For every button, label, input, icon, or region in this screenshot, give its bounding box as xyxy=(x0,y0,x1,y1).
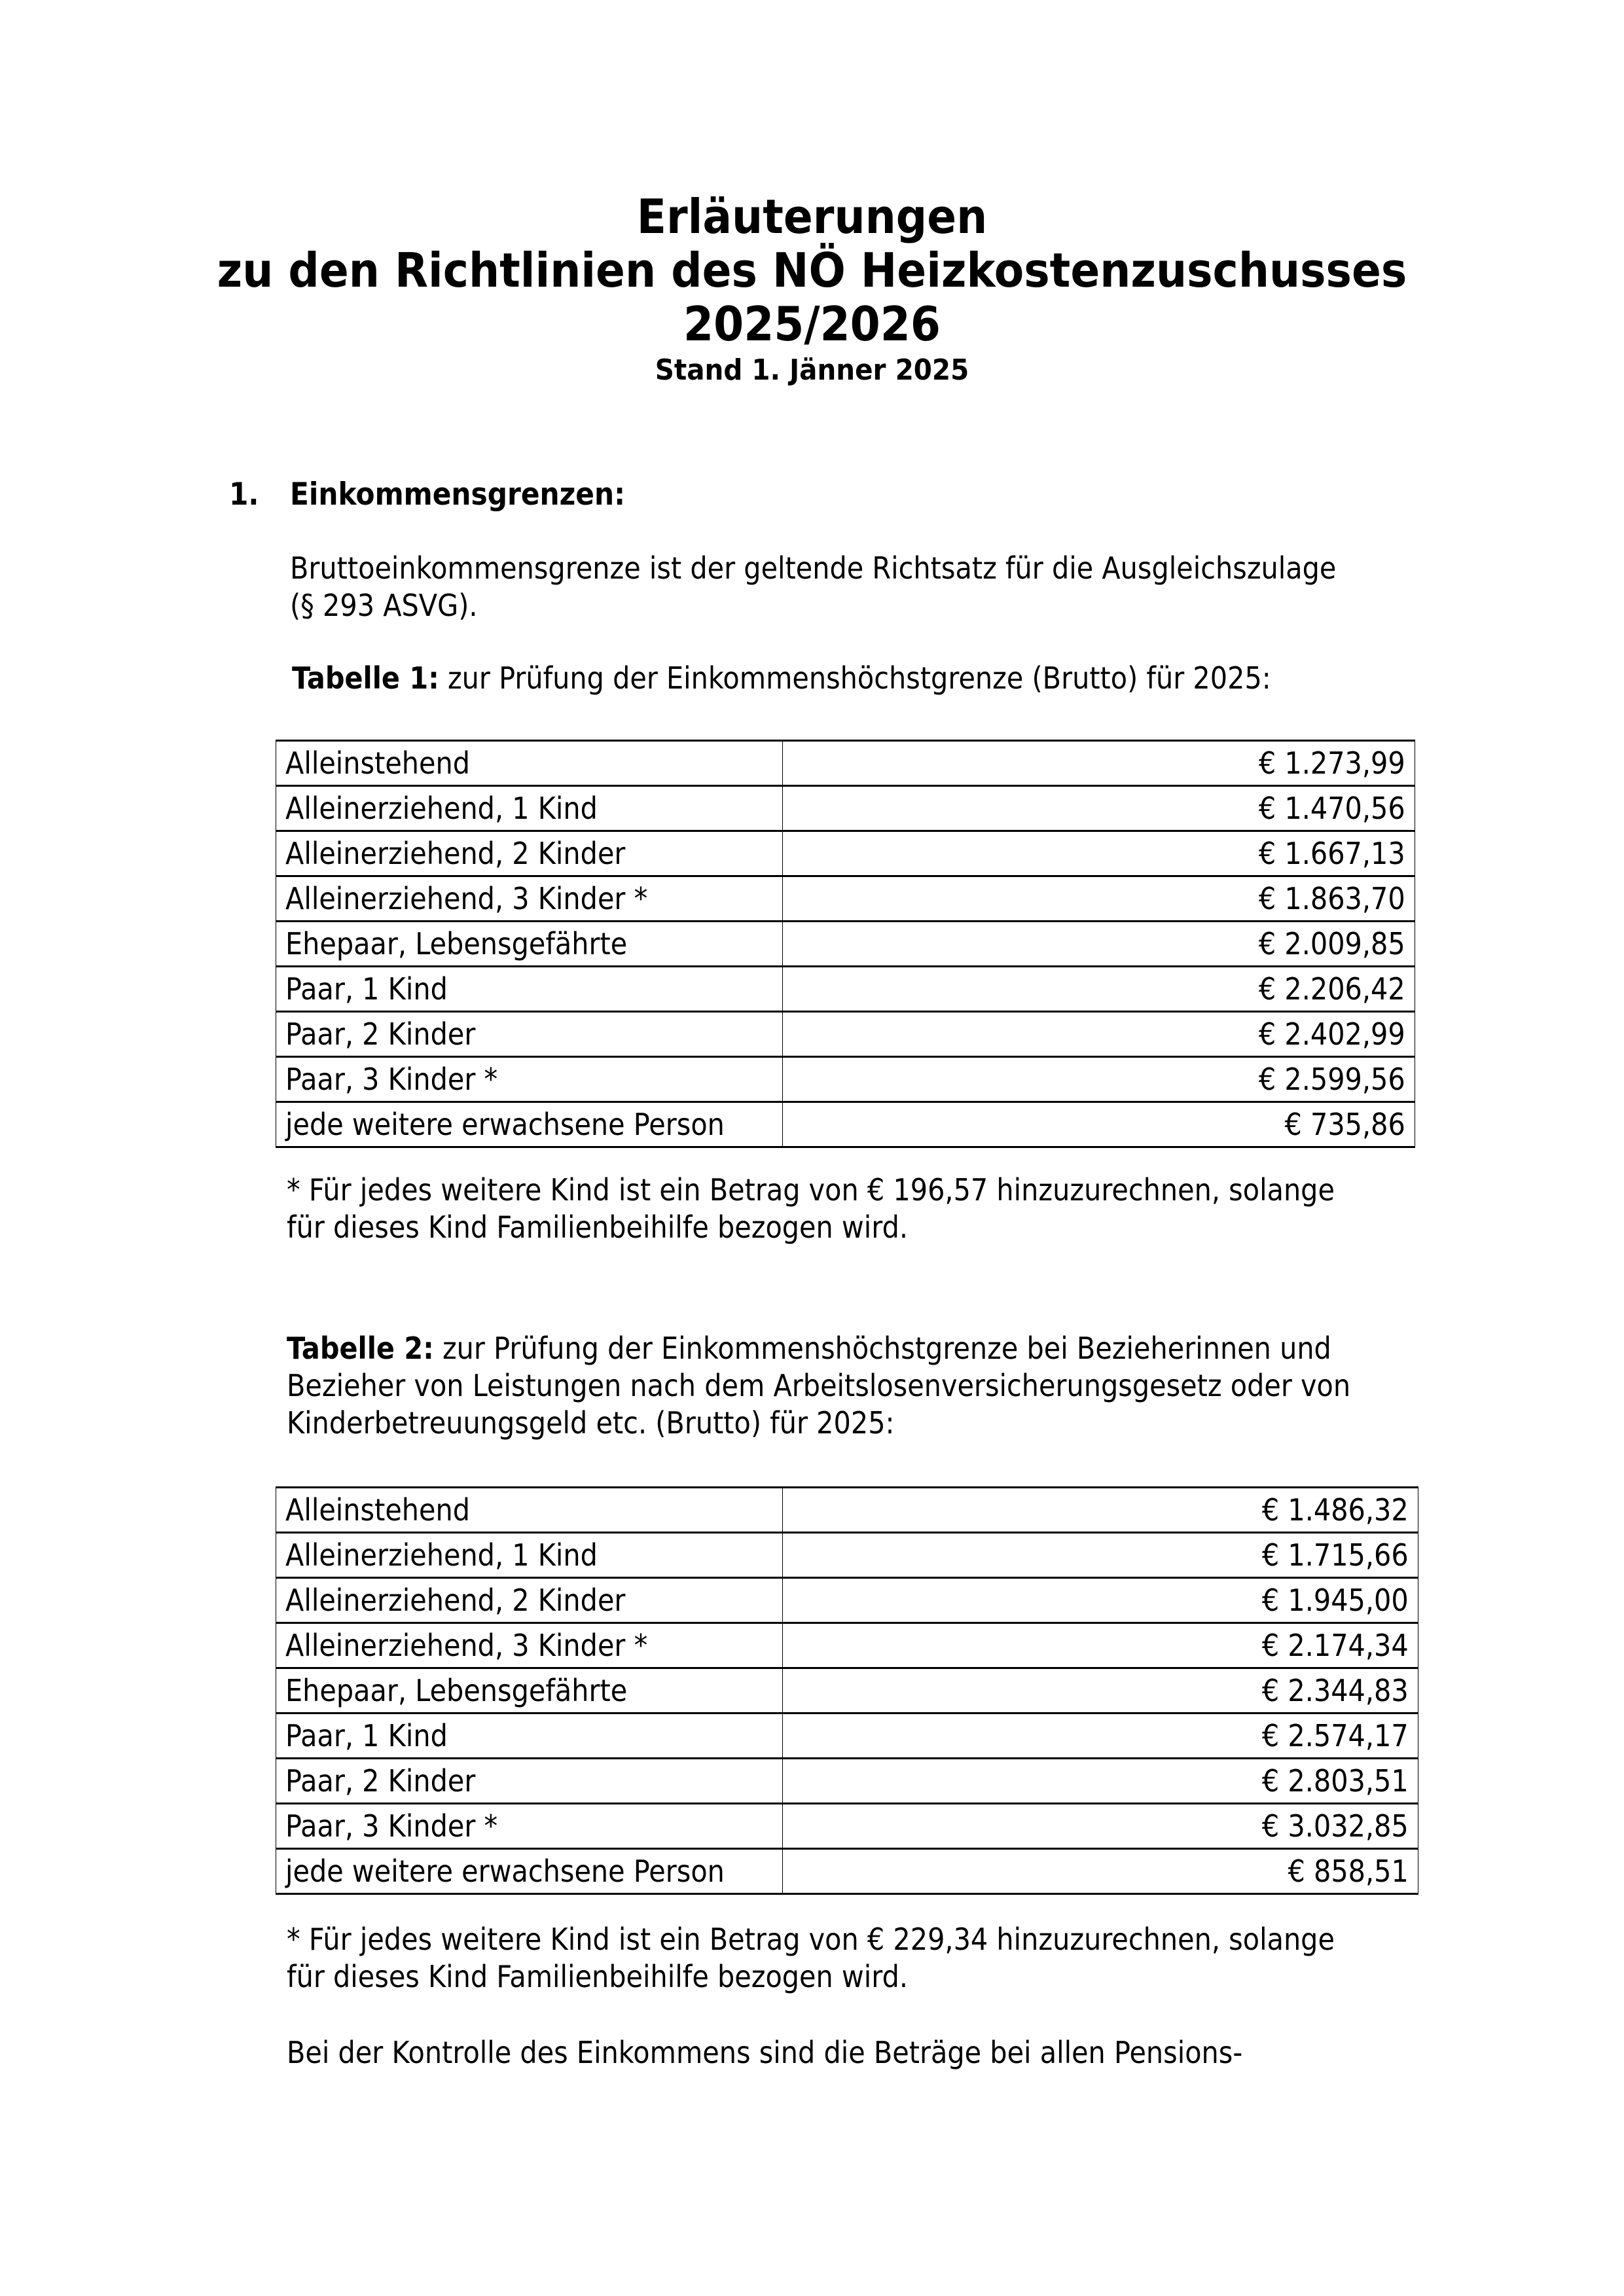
income-limit-cell xyxy=(783,741,1415,786)
household-type-cell xyxy=(276,1578,783,1623)
title-line-3: 2025/2026 xyxy=(683,296,941,351)
document-subtitle-date: Stand 1. Jänner 2025 xyxy=(655,353,969,387)
income-limit-table-1 xyxy=(276,740,1415,1148)
household-type-cell xyxy=(276,1533,783,1578)
table2-caption-text-2: Bezieher von Leistungen nach dem Arbeitslosenversicherungsgesetz oder von xyxy=(287,1368,1351,1403)
table-row xyxy=(276,1012,1415,1057)
household-type-label: Alleinerziehend, 2 Kinder xyxy=(285,836,626,871)
household-type-cell xyxy=(276,967,783,1012)
income-limit-cell xyxy=(783,1102,1415,1147)
household-type-label: Paar, 1 Kind xyxy=(285,971,448,1007)
income-limit-cell xyxy=(783,1849,1418,1894)
table-row xyxy=(276,1849,1418,1894)
household-type-label: Alleinerziehend, 2 Kinder xyxy=(285,1583,626,1618)
income-limit-value: € 2.344,83 xyxy=(1262,1673,1409,1708)
income-limit-value: € 1.486,32 xyxy=(1262,1492,1409,1528)
table-row xyxy=(276,741,1415,786)
household-type-cell xyxy=(276,1012,783,1057)
table2-footnote-line-1: * Für jedes weitere Kind ist ein Betrag von € 229,34 hinzuzurechnen, solange xyxy=(287,1922,1335,1957)
income-limit-cell xyxy=(783,786,1415,831)
household-type-label: Alleinstehend xyxy=(285,745,471,781)
household-type-label: Paar, 2 Kinder xyxy=(285,1016,476,1052)
table2-caption-label: Tabelle 2: xyxy=(287,1331,434,1366)
household-type-label: Alleinerziehend, 3 Kinder * xyxy=(285,1628,648,1663)
household-type-label: Ehepaar, Lebensgefährte xyxy=(285,926,628,961)
table2-footnote-line-2: für dieses Kind Familienbeihilfe bezogen wird. xyxy=(287,1959,909,1994)
table-row xyxy=(276,922,1415,967)
household-type-label: jede weitere erwachsene Person xyxy=(285,1107,725,1142)
household-type-label: Paar, 3 Kinder * xyxy=(285,1808,498,1844)
table-row xyxy=(276,1533,1418,1578)
table2-caption xyxy=(287,1330,1350,1442)
table2-caption-text-1: zur Prüfung der Einkommenshöchstgrenze bei Bezieherinnen und xyxy=(433,1331,1331,1366)
income-limit-value: € 2.402,99 xyxy=(1259,1016,1405,1052)
income-limit-table-2 xyxy=(276,1486,1418,1895)
household-type-cell xyxy=(276,1759,783,1804)
document-title xyxy=(0,190,1624,389)
household-type-cell xyxy=(276,786,783,831)
income-limit-value: € 1.667,13 xyxy=(1259,836,1405,871)
household-type-cell xyxy=(276,831,783,876)
table-row xyxy=(276,876,1415,922)
table-row xyxy=(276,831,1415,876)
table-row xyxy=(276,1102,1415,1147)
household-type-cell xyxy=(276,1849,783,1894)
closing-paragraph: Bei der Kontrolle des Einkommens sind die Beträge bei allen Pensions- xyxy=(287,2035,1243,2070)
income-limit-value: € 735,86 xyxy=(1284,1107,1405,1142)
household-type-label: jede weitere erwachsene Person xyxy=(285,1854,725,1889)
table-row xyxy=(276,1578,1418,1623)
household-type-label: Alleinerziehend, 1 Kind xyxy=(285,1537,598,1573)
table-row xyxy=(276,1759,1418,1804)
income-limit-cell xyxy=(783,1488,1418,1533)
household-type-label: Paar, 3 Kinder * xyxy=(285,1062,498,1097)
table1-footnote-line-1: * Für jedes weitere Kind ist ein Betrag von € 196,57 hinzuzurechnen, solange xyxy=(287,1172,1335,1208)
income-limit-cell xyxy=(783,1713,1418,1759)
income-limit-value: € 1.945,00 xyxy=(1262,1583,1409,1618)
household-type-cell xyxy=(276,1668,783,1713)
household-type-cell xyxy=(276,1057,783,1102)
income-limit-cell xyxy=(783,831,1415,876)
household-type-label: Alleinerziehend, 3 Kinder * xyxy=(285,881,648,916)
household-type-cell xyxy=(276,1488,783,1533)
table-row xyxy=(276,1668,1418,1713)
income-limit-cell xyxy=(783,1578,1418,1623)
household-type-label: Alleinstehend xyxy=(285,1492,471,1528)
table-row xyxy=(276,1057,1415,1102)
household-type-cell xyxy=(276,922,783,967)
income-limit-value: € 1.273,99 xyxy=(1259,745,1405,781)
income-limit-value: € 1.470,56 xyxy=(1259,791,1405,826)
income-limit-cell xyxy=(783,922,1415,967)
income-limit-value: € 2.574,17 xyxy=(1262,1718,1409,1753)
table1-caption xyxy=(292,660,1271,697)
income-limit-cell xyxy=(783,876,1415,922)
income-limit-cell xyxy=(783,1533,1418,1578)
table2-footnote xyxy=(287,1921,1335,1996)
income-limit-value: € 2.009,85 xyxy=(1259,926,1405,961)
income-limit-cell xyxy=(783,1057,1415,1102)
income-limit-cell xyxy=(783,1668,1418,1713)
intro-line-1: Bruttoeinkommensgrenze ist der geltende Richtsatz für die Ausgleichszulage xyxy=(290,550,1337,586)
title-line-1: Erläuterungen xyxy=(636,189,988,244)
title-line-2: zu den Richtlinien des NÖ Heizkostenzuschusses xyxy=(217,243,1407,298)
income-limit-value: € 858,51 xyxy=(1288,1854,1409,1889)
income-limit-value: € 1.715,66 xyxy=(1262,1537,1409,1573)
income-limit-cell xyxy=(783,1012,1415,1057)
table-row xyxy=(276,786,1415,831)
income-limit-cell xyxy=(783,967,1415,1012)
household-type-cell xyxy=(276,741,783,786)
intro-line-2: (§ 293 ASVG). xyxy=(290,588,478,623)
household-type-cell xyxy=(276,1804,783,1849)
table1-footnote-line-2: für dieses Kind Familienbeihilfe bezogen wird. xyxy=(287,1210,909,1245)
table-row xyxy=(276,1804,1418,1849)
household-type-cell xyxy=(276,1713,783,1759)
household-type-cell xyxy=(276,1623,783,1668)
household-type-cell xyxy=(276,876,783,922)
income-limit-value: € 2.206,42 xyxy=(1259,971,1405,1007)
table-row xyxy=(276,967,1415,1012)
table1-caption-label: Tabelle 1: xyxy=(292,660,439,696)
section-heading: Einkommensgrenzen: xyxy=(290,476,625,512)
intro-paragraph xyxy=(290,550,1336,624)
table-row xyxy=(276,1713,1418,1759)
income-limit-cell xyxy=(783,1804,1418,1849)
section-number: 1. xyxy=(229,476,259,512)
table-row xyxy=(276,1623,1418,1668)
income-limit-cell xyxy=(783,1759,1418,1804)
income-limit-value: € 1.863,70 xyxy=(1259,881,1405,916)
income-limit-value: € 2.174,34 xyxy=(1262,1628,1409,1663)
table2-caption-text-3: Kinderbetreuungsgeld etc. (Brutto) für 2025: xyxy=(287,1405,895,1441)
income-limit-value: € 3.032,85 xyxy=(1262,1808,1409,1844)
table1-caption-text: zur Prüfung der Einkommenshöchstgrenze (Brutto) für 2025: xyxy=(439,660,1271,696)
household-type-label: Paar, 1 Kind xyxy=(285,1718,448,1753)
table-row xyxy=(276,1488,1418,1533)
income-limit-value: € 2.599,56 xyxy=(1259,1062,1405,1097)
household-type-label: Ehepaar, Lebensgefährte xyxy=(285,1673,628,1708)
income-limit-cell xyxy=(783,1623,1418,1668)
household-type-label: Paar, 2 Kinder xyxy=(285,1763,476,1799)
household-type-cell xyxy=(276,1102,783,1147)
household-type-label: Alleinerziehend, 1 Kind xyxy=(285,791,598,826)
table1-footnote xyxy=(287,1172,1335,1246)
income-limit-value: € 2.803,51 xyxy=(1262,1763,1409,1799)
